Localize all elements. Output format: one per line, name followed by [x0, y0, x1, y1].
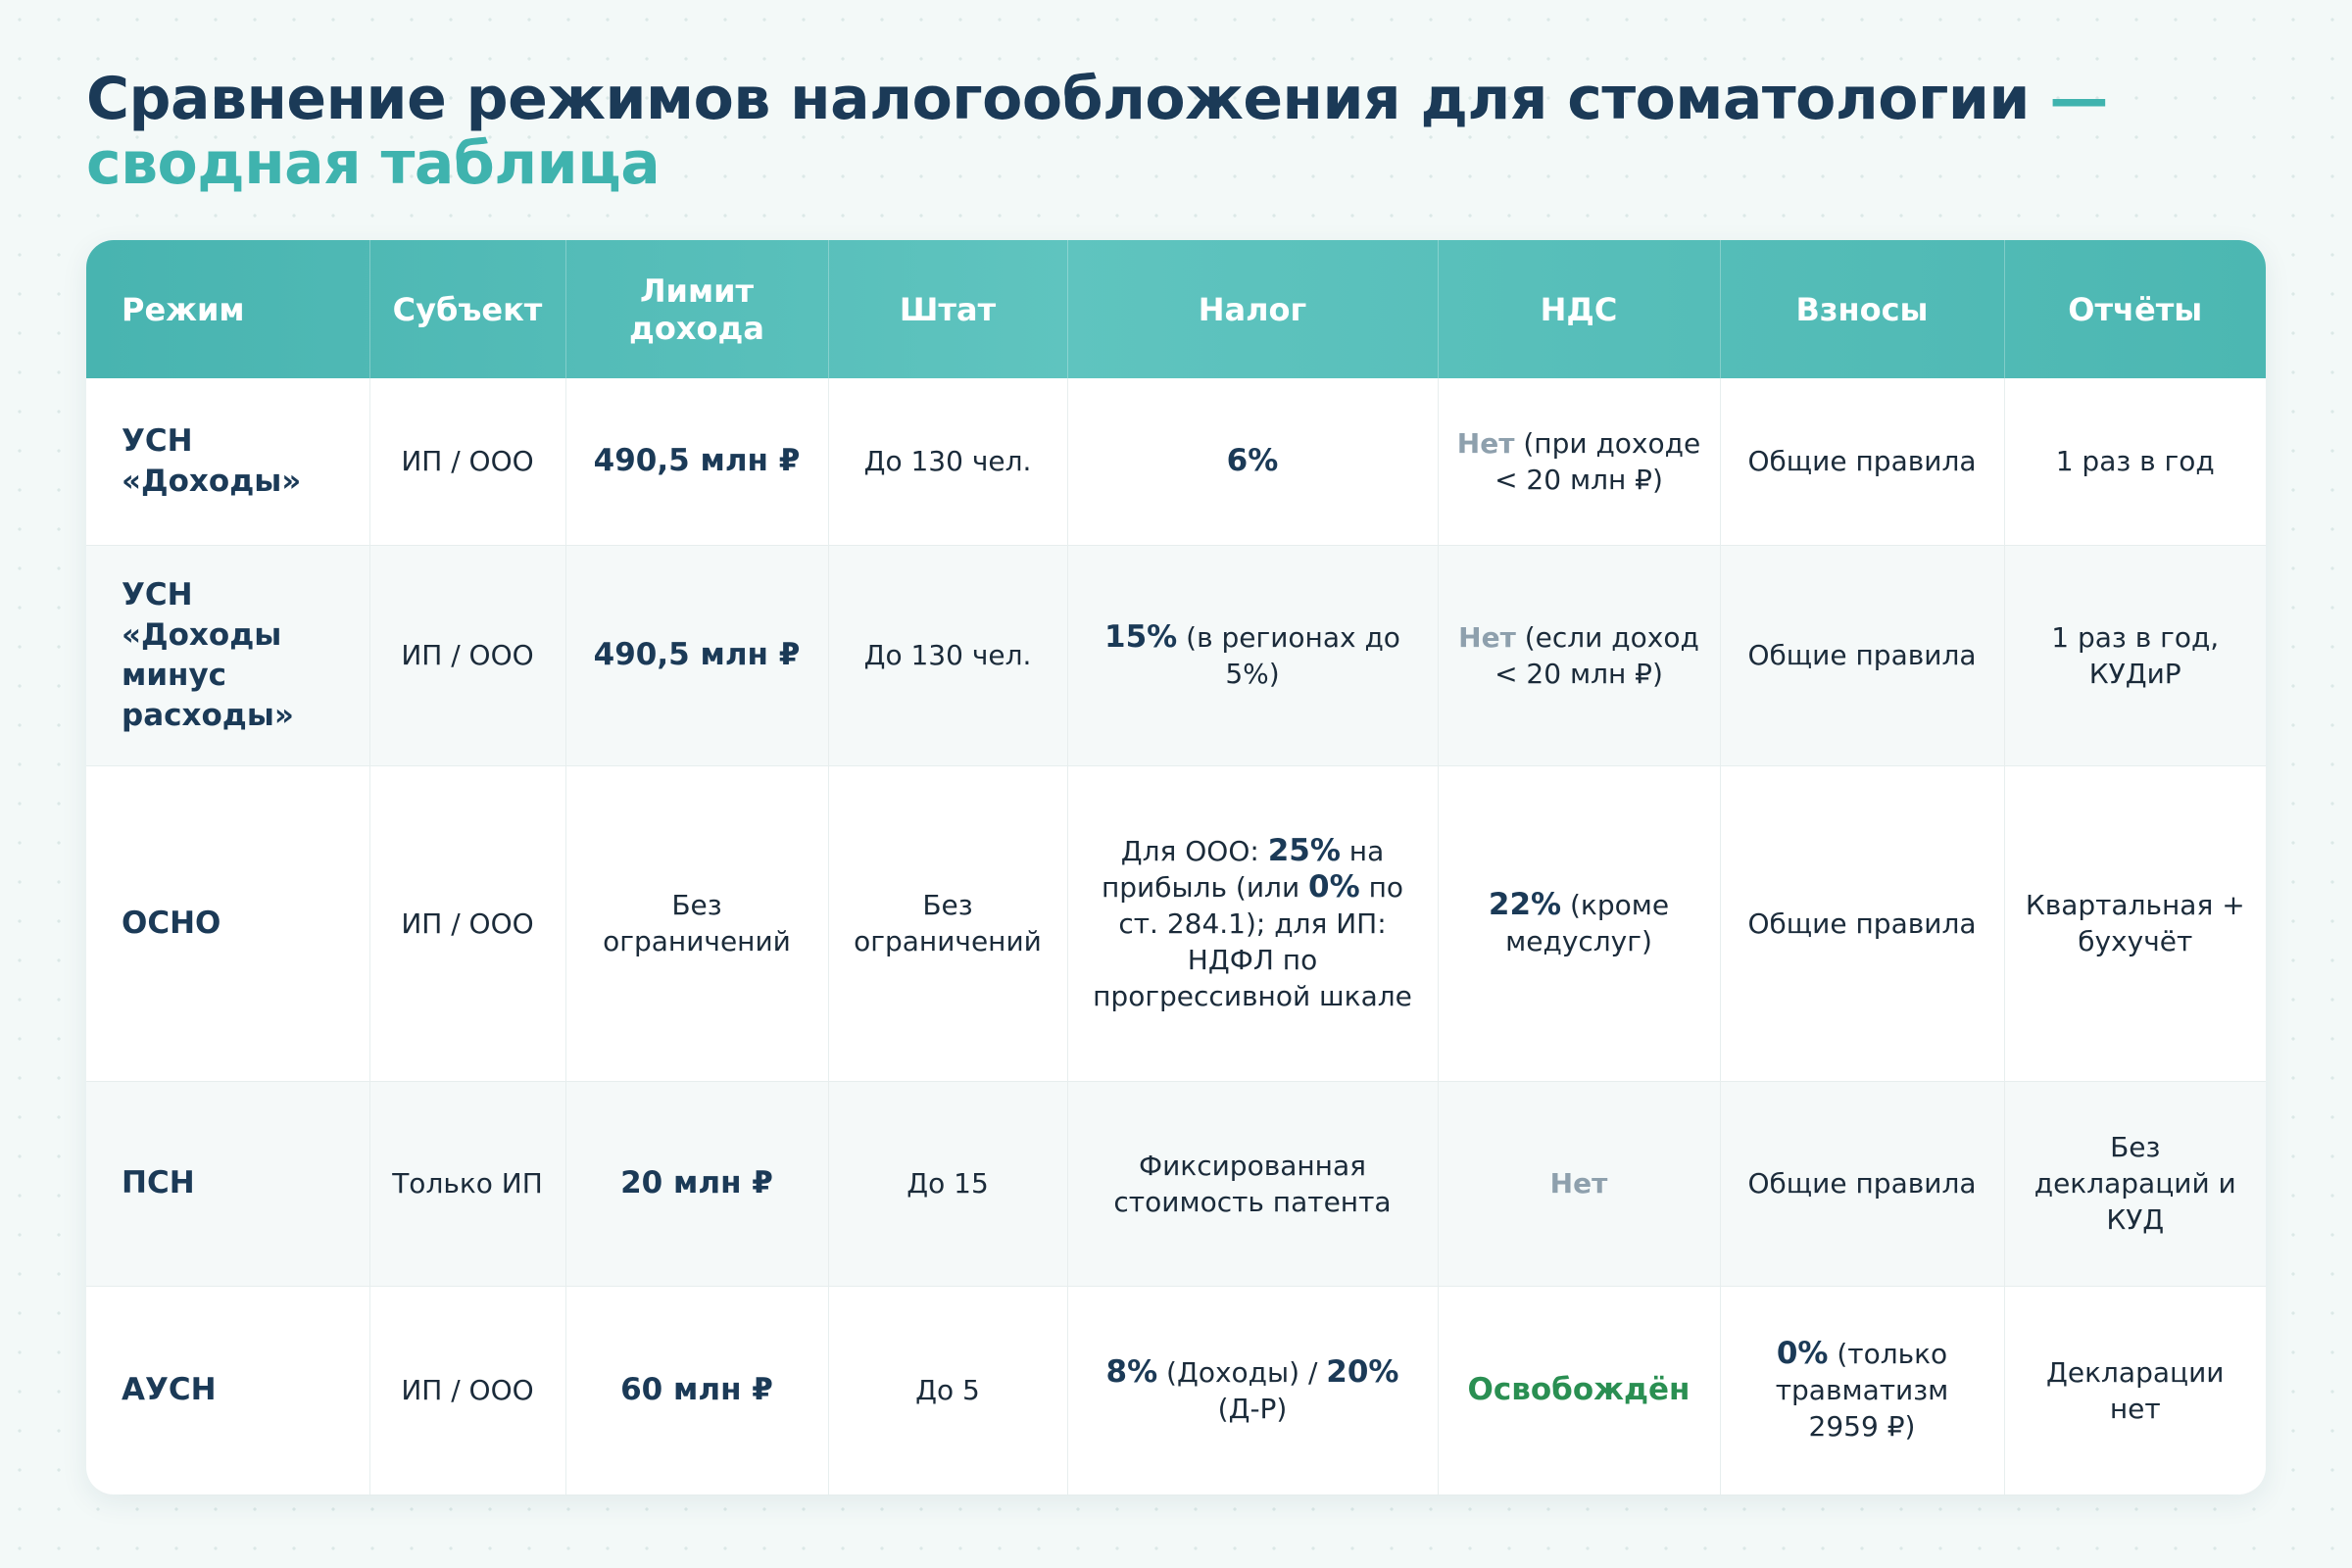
comparison-table-card	[86, 240, 2266, 1494]
cell-contributions: Общие правила	[1720, 765, 2004, 1081]
limit-text: Без ограничений	[603, 889, 791, 957]
header-reports: Отчёты	[2068, 290, 2203, 328]
table-row-ausn	[86, 1286, 2266, 1494]
tax-text: Фиксированная стоимость патента	[1113, 1149, 1392, 1218]
cell-tax	[1067, 765, 1438, 1081]
header-regime: Режим	[86, 240, 369, 378]
cell-staff: До 130 чел.	[828, 378, 1067, 545]
header-subject: Субъект	[369, 240, 565, 378]
tax-rate-1: 8%	[1105, 1353, 1158, 1390]
cell-reports	[2004, 1081, 2266, 1286]
cell-tax	[1067, 1286, 1438, 1494]
cell-tax: 6%	[1067, 378, 1438, 545]
cell-reports: Квартальная + бухучёт	[2004, 765, 2266, 1081]
table-row-usn-income-minus-expenses	[86, 545, 2266, 765]
header-vat: НДС	[1438, 240, 1720, 378]
tax-rate-1: 25%	[1267, 832, 1341, 868]
table-header-row	[86, 240, 2266, 378]
tax-rate-2: 0%	[1308, 868, 1360, 905]
cell-vat: Нет	[1438, 1081, 1720, 1286]
cell-subject: Только ИП	[369, 1081, 565, 1286]
table-row-psn	[86, 1081, 2266, 1286]
cell-contributions: Общие правила	[1720, 1081, 2004, 1286]
cell-staff	[828, 765, 1067, 1081]
cell-tax	[1067, 1081, 1438, 1286]
cell-vat	[1438, 545, 1720, 765]
tax-note: (в регионах до 5%)	[1177, 620, 1400, 690]
cell-contributions: Общие правила	[1720, 545, 2004, 765]
cell-regime	[86, 378, 369, 545]
title-accent: сводная таблица	[86, 129, 661, 198]
cell-contributions: Общие правила	[1720, 378, 2004, 545]
cell-reports	[2004, 1286, 2266, 1494]
cell-limit: 60 млн ₽	[565, 1286, 828, 1494]
table-row-usn-income	[86, 378, 2266, 545]
cell-subject: ИП / ООО	[369, 765, 565, 1081]
contributions-note: (только травматизм 2959 ₽)	[1775, 1338, 1949, 1444]
contributions-text	[1759, 1336, 1965, 1445]
cell-regime: УСН «Доходы минус расходы»	[86, 545, 369, 765]
cell-staff: До 15	[828, 1081, 1067, 1286]
reports-text: Декларации нет	[2046, 1355, 2225, 1425]
vat-text	[1486, 887, 1672, 959]
cell-limit	[565, 765, 828, 1081]
reports-text: Без деклараций и КУД	[2034, 1131, 2236, 1236]
contributions-rate: 0%	[1776, 1336, 1829, 1372]
header-contributions: Взносы	[1720, 240, 2004, 378]
cell-tax	[1067, 545, 1438, 765]
header-staff: Штат	[828, 240, 1067, 378]
cell-reports: 1 раз в год	[2004, 378, 2266, 545]
vat-note: (кроме медуслуг)	[1505, 889, 1670, 957]
title-dash: —	[2049, 65, 2108, 133]
cell-limit: 490,5 млн ₽	[565, 378, 828, 545]
cell-contributions	[1720, 1286, 2004, 1494]
title-main: Сравнение режимов налогообложения для стоматологии	[86, 65, 2030, 133]
tax-mid: (Доходы) /	[1157, 1355, 1327, 1389]
header-income-limit-text: Лимит дохода	[629, 271, 764, 347]
cell-regime: АУСН	[86, 1286, 369, 1494]
tax-note: (Д-Р)	[1217, 1392, 1288, 1425]
vat-status: Нет	[1458, 620, 1516, 654]
cell-vat	[1438, 378, 1720, 545]
header-tax: Налог	[1067, 240, 1438, 378]
cell-subject: ИП / ООО	[369, 1286, 565, 1494]
tax-part-1: Для ООО:	[1120, 834, 1268, 867]
table-row-osno	[86, 765, 2266, 1081]
tax-part-2: на прибыль (или	[1101, 834, 1385, 904]
staff-text: Без ограничений	[854, 889, 1042, 957]
cell-regime: ОСНО	[86, 765, 369, 1081]
regime-name: УСН «Доходы»	[122, 422, 302, 499]
cell-subject: ИП / ООО	[369, 545, 565, 765]
cell-limit: 490,5 млн ₽	[565, 545, 828, 765]
cell-reports	[2004, 545, 2266, 765]
tax-part-3: по ст. 284.1); для ИП: НДФЛ по прогрессивной шкале	[1093, 870, 1412, 1012]
cell-staff: До 5	[828, 1286, 1067, 1494]
cell-regime: ПСН	[86, 1081, 369, 1286]
cell-staff: До 130 чел.	[828, 545, 1067, 765]
header-income-limit	[565, 240, 828, 378]
tax-rate: 15%	[1104, 618, 1178, 655]
vat-rate: 22%	[1488, 887, 1562, 922]
cell-vat	[1438, 765, 1720, 1081]
cell-subject: ИП / ООО	[369, 378, 565, 545]
comparison-table	[86, 240, 2266, 1494]
cell-limit: 20 млн ₽	[565, 1081, 828, 1286]
cell-vat: Освобождён	[1438, 1286, 1720, 1494]
vat-note: (при доходе < 20 млн ₽)	[1494, 426, 1701, 496]
reports-text: 1 раз в год, КУДиР	[2051, 620, 2220, 690]
vat-status: Нет	[1456, 426, 1515, 460]
tax-rate-2: 20%	[1326, 1353, 1399, 1390]
vat-note: (если доход < 20 млн ₽)	[1494, 620, 1699, 690]
page-title	[86, 67, 2291, 196]
